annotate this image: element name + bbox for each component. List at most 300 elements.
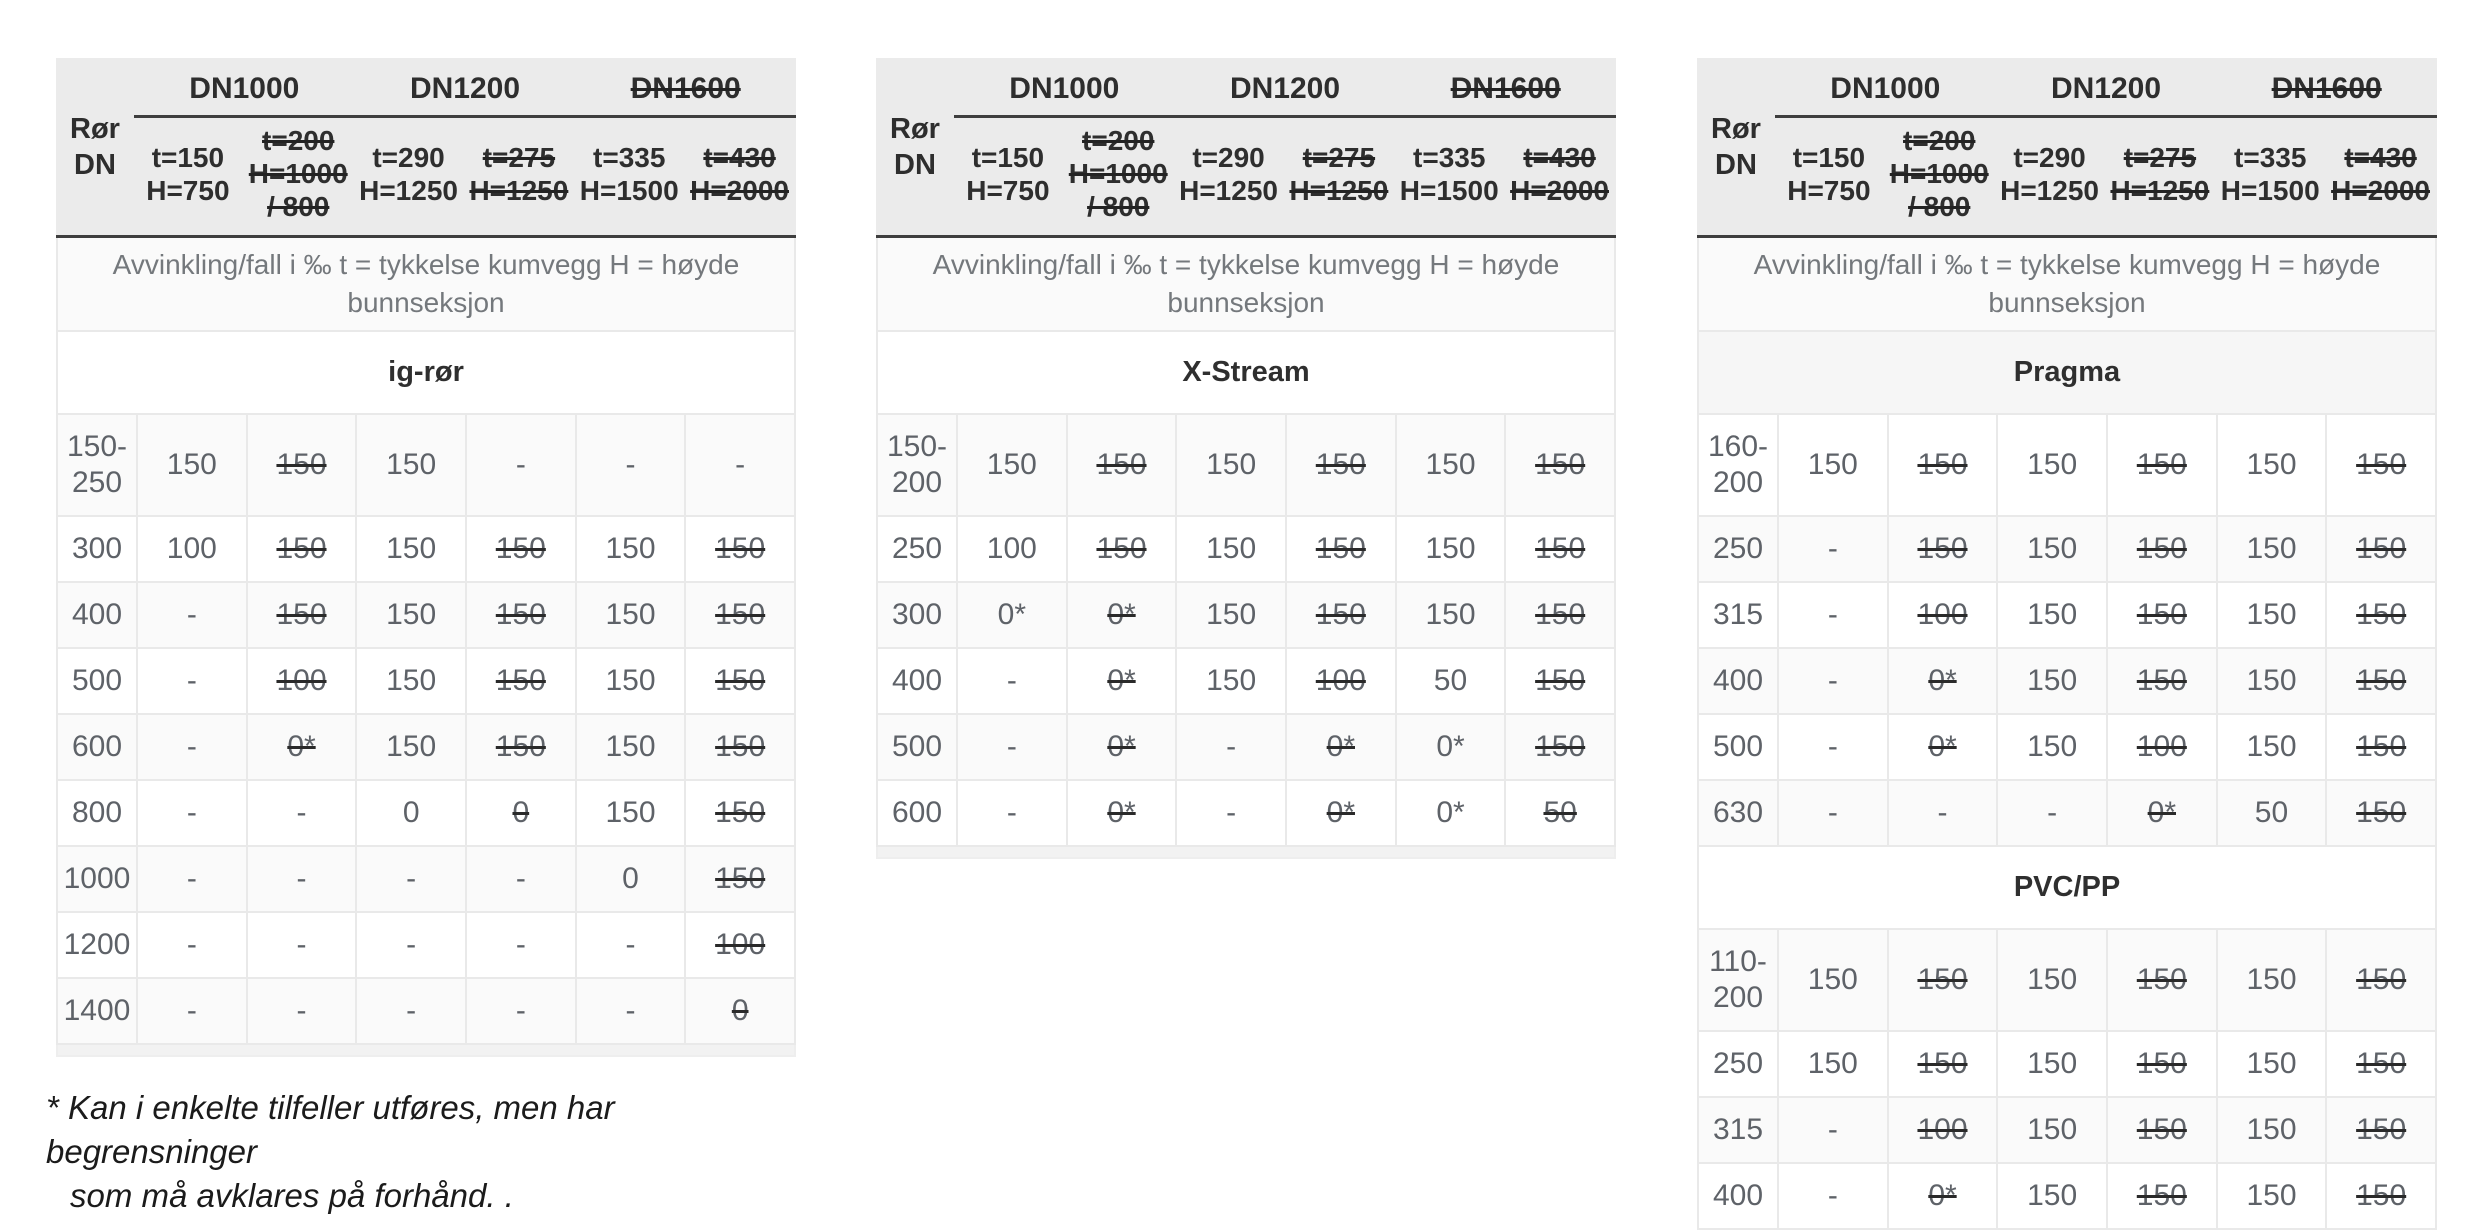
value-cell — [1996, 1098, 2106, 1162]
spec-line — [134, 141, 242, 174]
value-text: 150 — [1206, 532, 1257, 565]
value-cell — [684, 715, 794, 779]
table-row — [58, 581, 794, 647]
value-text: - — [1827, 730, 1838, 763]
spec-line — [2216, 174, 2324, 207]
table-row — [58, 647, 794, 713]
spec-line — [2324, 141, 2437, 174]
value-cell — [1996, 715, 2106, 779]
row-label-cell: 250 — [1712, 532, 1764, 565]
value-cell — [1175, 715, 1285, 779]
spec-cell — [355, 141, 463, 207]
value-text: 150 — [2246, 1113, 2297, 1146]
spec-line — [134, 174, 242, 207]
footnote — [46, 1086, 806, 1218]
value-cell — [684, 781, 794, 845]
value-cell — [1996, 649, 2106, 713]
value-text: - — [1827, 796, 1838, 829]
dn-group-label: DN1000 — [1009, 72, 1120, 105]
value-text: - — [1226, 730, 1237, 763]
table-row — [58, 515, 794, 581]
value-text: 150 — [276, 598, 327, 631]
section-title: ig-rør — [58, 330, 794, 413]
value-text: 150 — [2356, 796, 2407, 829]
value-text: 0* — [1436, 796, 1465, 829]
value-cell — [355, 649, 465, 713]
value-text: 0* — [1928, 730, 1957, 763]
value-cell — [465, 583, 575, 647]
value-text: 150 — [386, 730, 437, 763]
value-cell — [136, 979, 246, 1043]
value-cell — [956, 517, 1066, 581]
table-row — [1699, 647, 2435, 713]
value-text: 150 — [386, 664, 437, 697]
row-label-cell: 400 — [891, 664, 943, 697]
legend-text: Avvinkling/fall i ‰ t = tykkelse kumvegg H = høyde bunnseksjon — [58, 238, 794, 330]
value-cell — [355, 979, 465, 1043]
value-cell — [246, 415, 356, 515]
value-text: 0* — [1107, 664, 1136, 697]
table-row — [1699, 713, 2435, 779]
value-cell — [575, 979, 685, 1043]
value-cell — [2216, 781, 2326, 845]
value-cell — [1504, 649, 1614, 713]
value-cell — [1395, 649, 1505, 713]
spec-line — [683, 174, 796, 207]
dn-group-label: DN1000 — [189, 72, 300, 105]
value-cell — [465, 781, 575, 845]
spec-line-text: t=150 — [971, 141, 1045, 173]
value-cell — [2216, 583, 2326, 647]
table-row — [878, 413, 1614, 515]
spec-line — [355, 141, 463, 174]
value-text: 150 — [2246, 532, 2297, 565]
row-label-cell: 160- 200 — [1707, 430, 1769, 499]
value-text: 150 — [495, 532, 546, 565]
dn-group-row — [134, 72, 796, 118]
dn-group-cell — [1775, 72, 1996, 106]
value-cell — [1504, 583, 1614, 647]
spec-line — [2324, 174, 2437, 207]
value-text: 150 — [2246, 598, 2297, 631]
value-cell — [2325, 1098, 2435, 1162]
spec-line-text: H=750 — [1787, 174, 1871, 206]
value-cell — [1175, 517, 1285, 581]
value-text: 150 — [715, 598, 766, 631]
spec-line-text: t=290 — [2013, 141, 2086, 173]
value-text: 150 — [715, 730, 766, 763]
spec-line-text: H=750 — [146, 174, 230, 206]
dn-group-label: DN1200 — [2050, 72, 2162, 105]
value-cell — [1504, 781, 1614, 845]
value-text: 150 — [1535, 664, 1586, 697]
row-label-cell: 400 — [71, 598, 123, 631]
row-label-cell: 1200 — [63, 928, 131, 961]
value-cell — [1395, 583, 1505, 647]
value-cell — [684, 415, 794, 515]
value-text: 100 — [2136, 730, 2187, 763]
value-text: 150 — [2027, 532, 2078, 565]
value-cell — [136, 517, 246, 581]
value-cell — [1887, 415, 1997, 515]
value-text: 150 — [2356, 730, 2407, 763]
spec-line — [1395, 141, 1503, 174]
value-cell — [575, 517, 685, 581]
value-cell — [1504, 715, 1614, 779]
value-cell — [1887, 517, 1997, 581]
dn-group-cell — [355, 72, 576, 106]
value-text: 150 — [715, 664, 766, 697]
spec-line-text: t=150 — [151, 141, 225, 173]
value-cell — [1395, 715, 1505, 779]
value-text: 150 — [1206, 664, 1257, 697]
spec-line-text: H=1500 — [579, 174, 679, 206]
spec-line-text: H=750 — [966, 174, 1050, 206]
value-text: 100 — [1917, 1113, 1968, 1146]
row-label-cell: 400 — [1712, 1179, 1764, 1212]
value-cell — [1996, 1032, 2106, 1096]
spec-line-text: / 800 — [1908, 191, 1971, 222]
value-text: 50 — [2254, 796, 2289, 829]
corner-label-line: Rør — [70, 112, 120, 145]
spec-line — [1175, 174, 1283, 207]
value-text: - — [296, 862, 307, 895]
value-text: 150 — [386, 532, 437, 565]
value-text: 100 — [715, 928, 766, 961]
value-text: - — [1827, 1113, 1838, 1146]
spec-line — [242, 157, 355, 190]
value-cell — [465, 913, 575, 977]
value-cell — [1996, 583, 2106, 647]
value-cell — [246, 649, 356, 713]
spec-line-text: t=290 — [372, 141, 445, 173]
value-cell — [1395, 781, 1505, 845]
value-text: 0* — [1107, 598, 1136, 631]
spec-cell — [1395, 141, 1503, 207]
value-cell — [355, 715, 465, 779]
value-cell — [1887, 930, 1997, 1030]
value-text: 150 — [1535, 532, 1586, 565]
value-cell — [2106, 517, 2216, 581]
table-body — [876, 238, 1616, 847]
value-text: 0 — [402, 796, 420, 829]
corner-label — [876, 58, 954, 235]
value-text: 150 — [605, 598, 656, 631]
spec-line — [2103, 141, 2216, 174]
spec-line — [1395, 174, 1503, 207]
value-text: 0* — [1107, 730, 1136, 763]
dn-group-label: DN1000 — [1830, 72, 1941, 105]
table-row — [1699, 413, 2435, 515]
value-cell — [1777, 1032, 1887, 1096]
value-text: 0* — [1928, 664, 1957, 697]
value-text: 150 — [2356, 1179, 2407, 1212]
dn-group-cell — [1395, 72, 1616, 106]
value-cell — [1887, 649, 1997, 713]
spec-row — [1775, 124, 2437, 223]
spec-line-text: H=1500 — [2220, 174, 2320, 206]
value-cell — [2106, 583, 2216, 647]
value-text: 150 — [715, 796, 766, 829]
spec-cell — [1775, 141, 1883, 207]
value-cell — [1996, 517, 2106, 581]
spec-line — [954, 174, 1062, 207]
value-cell — [465, 979, 575, 1043]
value-text: 150 — [1096, 448, 1147, 481]
value-text: 150 — [1535, 730, 1586, 763]
table-header — [56, 58, 796, 238]
value-cell — [1777, 930, 1887, 1030]
value-cell — [1175, 781, 1285, 845]
spec-cell — [1996, 141, 2104, 207]
value-text: - — [406, 928, 417, 961]
value-text: 0* — [1326, 796, 1355, 829]
value-text: 150 — [605, 664, 656, 697]
value-text: - — [625, 448, 636, 481]
row-label-cell: 315 — [1712, 598, 1764, 631]
spec-cell — [954, 141, 1062, 207]
value-cell — [1175, 649, 1285, 713]
row-label-cell: 500 — [1712, 730, 1764, 763]
footnote-line-2: som må avklares på forhånd. . — [70, 1177, 514, 1214]
value-text: 150 — [2027, 1179, 2078, 1212]
value-text: 150 — [2246, 664, 2297, 697]
value-cell — [2106, 1032, 2216, 1096]
table-row — [878, 515, 1614, 581]
spec-line — [462, 174, 575, 207]
value-cell — [2216, 517, 2326, 581]
value-cell — [2106, 1098, 2216, 1162]
value-cell — [2216, 1032, 2326, 1096]
value-cell — [1887, 715, 1997, 779]
value-cell — [246, 715, 356, 779]
value-text: 150 — [2356, 448, 2407, 481]
value-cell — [246, 979, 356, 1043]
table-row — [1699, 779, 2435, 845]
row-label-cell: 400 — [1712, 664, 1764, 697]
value-cell — [1504, 415, 1614, 515]
value-cell — [575, 847, 685, 911]
value-cell — [684, 847, 794, 911]
table-header — [1697, 58, 2437, 238]
value-text: 150 — [1206, 448, 1257, 481]
value-text: 150 — [166, 448, 217, 481]
spec-line-text: H=1250 — [1179, 174, 1278, 206]
value-text: 150 — [1206, 598, 1257, 631]
value-cell — [355, 847, 465, 911]
spec-cell — [683, 141, 796, 207]
table-row — [878, 779, 1614, 845]
value-text: 150 — [495, 598, 546, 631]
value-cell — [2106, 649, 2216, 713]
value-text: 150 — [2356, 1113, 2407, 1146]
spec-line-text: t=430 — [1523, 141, 1596, 173]
value-cell — [1777, 649, 1887, 713]
value-text: 0* — [1107, 796, 1136, 829]
spec-row — [134, 124, 796, 223]
footnote-line-1: * Kan i enkelte tilfeller utføres, men har begrensninger — [46, 1089, 615, 1170]
value-cell — [1066, 583, 1176, 647]
spec-line-text: H=1500 — [1399, 174, 1499, 206]
value-text: 150 — [2246, 963, 2297, 996]
spec-line — [1062, 124, 1175, 157]
value-text: 150 — [715, 862, 766, 895]
spec-line — [1282, 141, 1395, 174]
row-label-cell: 500 — [71, 664, 123, 697]
table-row — [58, 779, 794, 845]
table-row — [1699, 515, 2435, 581]
dn-group-label: DN1600 — [630, 72, 741, 105]
value-cell — [1066, 517, 1176, 581]
value-cell — [465, 847, 575, 911]
value-cell — [684, 649, 794, 713]
corner-label — [56, 58, 134, 235]
value-text: 0* — [2147, 796, 2176, 829]
row-label-cell: 110- 200 — [1709, 945, 1767, 1014]
value-text: - — [1827, 664, 1838, 697]
value-text: - — [1006, 796, 1017, 829]
table-footer-strip — [876, 847, 1616, 859]
value-text: 0* — [997, 598, 1026, 631]
spec-line-text: H=2000 — [2331, 174, 2430, 206]
value-text: 150 — [605, 796, 656, 829]
value-text: 150 — [1807, 963, 1858, 996]
value-text: 150 — [1315, 598, 1366, 631]
value-text: - — [186, 928, 197, 961]
spec-line-text: / 800 — [267, 191, 330, 222]
spec-line — [1503, 174, 1616, 207]
value-text: 100 — [1315, 664, 1366, 697]
value-cell — [1777, 715, 1887, 779]
value-cell — [465, 517, 575, 581]
value-text: 150 — [605, 532, 656, 565]
value-cell — [355, 913, 465, 977]
row-label-cell: 1000 — [63, 862, 131, 895]
dn-group-cell — [1996, 72, 2217, 106]
section-title: PVC/PP — [1699, 845, 2435, 928]
value-cell — [136, 781, 246, 845]
value-cell — [684, 583, 794, 647]
value-text: - — [186, 796, 197, 829]
corner-label-line: Rør — [1711, 112, 1761, 145]
row-label-cell: 1400 — [63, 994, 131, 1027]
value-text: 100 — [986, 532, 1037, 565]
pipe-table-ig-ror — [56, 58, 796, 1057]
spec-cell — [242, 124, 355, 223]
value-text: - — [625, 994, 636, 1027]
value-cell — [1175, 415, 1285, 515]
value-cell — [2325, 1164, 2435, 1228]
spec-line-text: H=1250 — [2000, 174, 2099, 206]
value-text: 150 — [2356, 1047, 2407, 1080]
spec-line — [1996, 141, 2104, 174]
value-text: - — [2047, 796, 2058, 829]
value-text: 150 — [2027, 448, 2078, 481]
pipe-table-pragma-pvc-pp — [1697, 58, 2437, 1230]
value-text: 0 — [512, 796, 530, 829]
value-cell — [355, 517, 465, 581]
value-text: 150 — [386, 598, 437, 631]
spec-line-text: H=1000 — [1889, 158, 1989, 189]
table-row — [58, 413, 794, 515]
value-cell — [1285, 781, 1395, 845]
value-text: 150 — [1425, 448, 1476, 481]
spec-line-text: H=1000 — [248, 158, 348, 189]
value-text: 150 — [2356, 664, 2407, 697]
value-cell — [2216, 1098, 2326, 1162]
value-text: 0* — [1436, 730, 1465, 763]
row-label-cell: 300 — [891, 598, 943, 631]
spec-line — [2103, 174, 2216, 207]
spec-line-text: / 800 — [1087, 191, 1150, 222]
value-cell — [2216, 930, 2326, 1030]
table-body — [1697, 238, 2437, 1230]
value-text: - — [1006, 664, 1017, 697]
value-cell — [136, 847, 246, 911]
value-cell — [956, 781, 1066, 845]
value-cell — [136, 649, 246, 713]
value-cell — [2216, 649, 2326, 713]
spec-cell — [2216, 141, 2324, 207]
value-text: 150 — [2246, 730, 2297, 763]
spec-line-text: t=290 — [1192, 141, 1265, 173]
value-text: 150 — [715, 532, 766, 565]
dn-group-label: DN1600 — [1450, 72, 1561, 105]
value-text: 150 — [2246, 1179, 2297, 1212]
value-cell — [2325, 649, 2435, 713]
value-cell — [956, 649, 1066, 713]
spec-line — [683, 141, 796, 174]
spec-line-text: t=335 — [1413, 141, 1486, 173]
value-cell — [1996, 1164, 2106, 1228]
value-cell — [1285, 517, 1395, 581]
value-cell — [2325, 415, 2435, 515]
value-text: 150 — [2027, 1047, 2078, 1080]
value-text: 150 — [495, 730, 546, 763]
spec-line-text: t=335 — [2234, 141, 2307, 173]
value-text: 150 — [1096, 532, 1147, 565]
spec-line — [1062, 157, 1175, 190]
spec-line — [242, 190, 355, 223]
value-text: - — [296, 796, 307, 829]
row-label-cell: 315 — [1712, 1113, 1764, 1146]
corner-label-line: DN — [74, 148, 116, 181]
spec-line — [462, 141, 575, 174]
spec-cell — [1883, 124, 1996, 223]
value-text: - — [186, 730, 197, 763]
value-cell — [2216, 715, 2326, 779]
value-cell — [2106, 415, 2216, 515]
value-text: - — [186, 862, 197, 895]
value-cell — [136, 415, 246, 515]
value-text: 150 — [2136, 532, 2187, 565]
legend-text: Avvinkling/fall i ‰ t = tykkelse kumvegg H = høyde bunnseksjon — [878, 238, 1614, 330]
value-text: - — [1827, 1179, 1838, 1212]
spec-line — [1175, 141, 1283, 174]
spec-cell — [1062, 124, 1175, 223]
spec-line-text: t=275 — [1302, 141, 1376, 173]
spec-cell — [2324, 141, 2437, 207]
table-row — [58, 845, 794, 911]
spec-line-text: H=1250 — [359, 174, 458, 206]
table-row — [1699, 928, 2435, 1030]
value-cell — [246, 517, 356, 581]
value-cell — [575, 649, 685, 713]
value-text: - — [296, 928, 307, 961]
spec-cell — [1503, 141, 1616, 207]
value-cell — [2325, 930, 2435, 1030]
value-text: 0* — [1928, 1179, 1957, 1212]
